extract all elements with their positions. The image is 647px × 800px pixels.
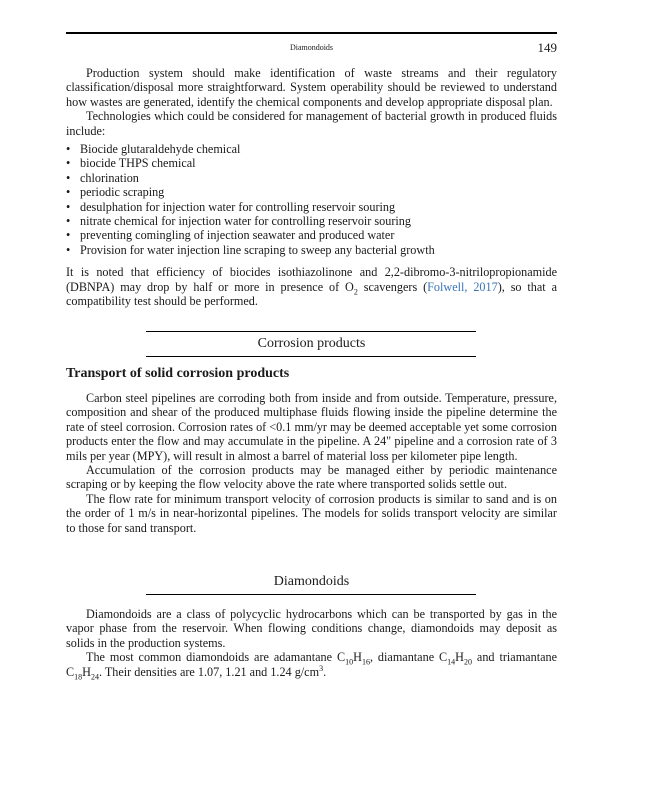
bullet-icon: • — [66, 242, 71, 257]
page-number: 149 — [537, 40, 557, 55]
paragraph: Production system should make identification of waste streams and their regulatory classification/disposal more straightforward. System operability should be reviewed to understand how wastes are generated, identify the chemical components and develop appropriate disposal plan. — [66, 66, 557, 109]
header-rule — [66, 32, 557, 34]
paragraph: It is noted that efficiency of biocides isothiazolinone and 2,2-dibromo-3-nitrilopropionamide (DBNPA) may drop by half or more in presence of $O_2$ scavengers (Folwell, 2017), so that a compatibility test should be performed. — [66, 265, 557, 309]
paragraph: The most common diamondoids are adamantane $C_{10}H_{16}$, diamantane $C_{14}H_{20}$ and triamantane $C_{18}H_{24}$. Their densities are 1.07, 1.21 and 1.24 $g/cm^3$. — [66, 650, 557, 682]
bullet-icon: • — [66, 228, 71, 243]
list-item: • nitrate chemical for injection water for controlling reservoir souring — [66, 214, 411, 229]
paragraph: Diamondoids are a class of polycyclic hydrocarbons which can be transported by gas in the vapor phase from the reservoir. When flowing conditions change, diamondoids may deposit as solids in the production systems. — [66, 606, 557, 650]
list-item: • periodic scraping — [66, 185, 165, 200]
running-head — [66, 40, 557, 56]
list-item: • Biocide glutaraldehyde chemical — [66, 142, 241, 157]
bullet-icon: • — [66, 156, 71, 171]
bullet-icon: • — [66, 170, 71, 185]
bullet-list — [66, 142, 557, 257]
section-rule — [146, 356, 476, 357]
section-rule — [146, 331, 476, 332]
paragraph: Accumulation of the corrosion products may be managed either by periodic maintenance scraping or by keeping the flow velocity above the rate where transported solids settle out. — [66, 462, 557, 492]
paragraph: Technologies which could be considered for management of bacterial growth in produced fluids include: — [66, 109, 557, 138]
subsection-heading: Transport of solid corrosion products — [66, 365, 290, 381]
page-content — [66, 66, 557, 682]
list-item: • chlorination — [66, 170, 139, 185]
citation-link[interactable]: Folwell, 2017 — [427, 279, 498, 294]
list-item: • Provision for water injection line scraping to sweep any bacterial growth — [66, 242, 435, 257]
running-title: Diamondoids — [289, 43, 334, 52]
section-rule — [146, 594, 476, 595]
bullet-icon: • — [66, 185, 71, 200]
bullet-icon: • — [66, 142, 71, 157]
bullet-icon: • — [66, 199, 71, 214]
list-item: • biocide THPS chemical — [66, 156, 196, 171]
list-item: • desulphation for injection water for controlling reservoir souring — [66, 199, 396, 214]
paragraph: The flow rate for minimum transport velocity of corrosion products is similar to sand and is on the order of 1 m/s in near-horizontal pipelines. The models for solids transport velocity are similar to those for sand transport. — [66, 491, 557, 535]
bullet-icon: • — [66, 214, 71, 229]
section-heading: Diamondoids — [66, 571, 557, 593]
list-item: • preventing comingling of injection seawater and produced water — [66, 228, 395, 243]
section-heading: Corrosion products — [66, 333, 557, 355]
paragraph: Carbon steel pipelines are corroding both from inside and from outside. Temperature, pressure, composition and shear of the produced multiphase fluids flowing inside the pipeline determine the rate of steel corrosion. Corrosion rates of <0.1 mm/yr may be deemed acceptable yet some corrosion products enter the flow and may accumulate in the pipeline. A 24" pipeline and a corrosion rate of 3 mils per year (MPY), will result in almost a barrel of material loss per kilometer pipe length. — [66, 390, 557, 463]
